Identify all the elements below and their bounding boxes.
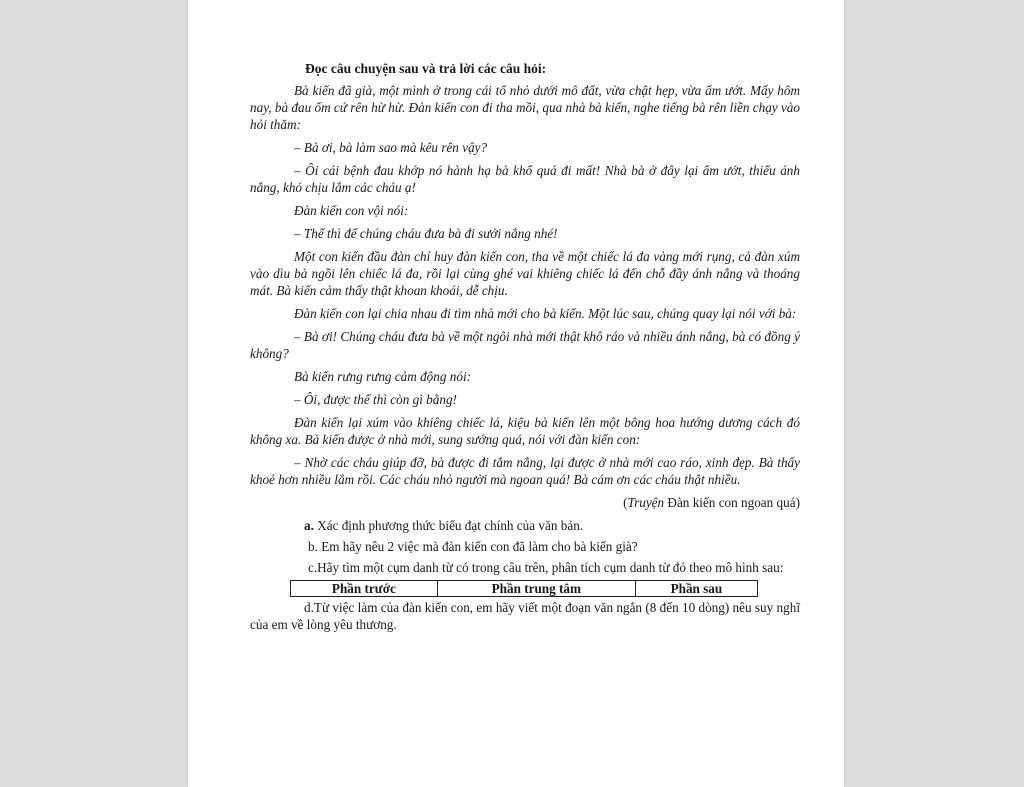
source-italic: Truyện [627,495,665,510]
document-heading: Đọc câu chuyện sau và trả lời các câu hỏi: [305,61,547,76]
question-a [250,517,800,534]
question-a-text: Xác định phương thức biểu đạt chính của văn bản. [313,518,584,533]
story-paragraph: Một con kiến đầu đàn chỉ huy đàn kiến con, tha về một chiếc lá đa vàng mới rụng, cả đàn xúm vào dìu bà ngồi lên chiếc lá đa, rồi lại cùng ghé vai khiêng chiếc lá đến chỗ đầy ánh nắng và thoáng mát. Bà kiến cảm thấy thật khoan khoái, dễ chịu. [250,249,800,298]
question-b: b. Em hãy nêu 2 việc mà đàn kiến con đã làm cho bà kiến già? [308,539,638,554]
table-header-truoc: Phần trước [291,581,438,597]
story-source: (Truyện Đàn kiến con ngoan quá) [623,495,800,510]
story-dialogue: – Bà ơi! Chúng cháu đưa bà về một ngôi nhà mới thật khô ráo và nhiều ánh nắng, bà có đồng ý không? [250,329,800,361]
question-d: d.Từ việc làm của đàn kiến con, em hãy viết một đoạn văn ngắn (8 đến 10 dòng) nêu suy nghĩ của em về lòng yêu thương. [250,600,800,632]
document-content [250,60,800,637]
question-a-label: a. [304,518,314,533]
story-dialogue: – Ôi, được thế thì còn gì bằng! [294,392,457,407]
question-c: c.Hãy tìm một cụm danh từ có trong câu trên, phân tích cụm danh từ đó theo mô hình sau: [308,560,784,575]
table-header-sau: Phần sau [635,581,757,597]
story-paragraph: Bà kiến rưng rưng cảm động nói: [294,369,472,384]
document-page [188,0,844,787]
table-header-trung-tam: Phần trung tâm [437,581,635,597]
story-paragraph: Đàn kiến lại xúm vào khiêng chiếc lá, kiệu bà kiến lên một bông hoa hướng dương cách đó không xa. Bà kiến được ở nhà mới, sung sướng quá, nói với đàn kiến con: [250,415,800,447]
story-dialogue: – Ôi cái bệnh đau khớp nó hành hạ bà khổ quá đi mất! Nhà bà ở đây lại ẩm ướt, thiếu ánh nắng, khó chịu lắm các cháu ạ! [250,163,800,195]
story-dialogue: – Bà ơi, bà làm sao mà kêu rên vậy? [294,140,488,155]
story-dialogue: – Thế thì để chúng cháu đưa bà đi sưởi nắng nhé! [294,226,558,241]
noun-phrase-model-table [290,580,758,597]
source-title: Đàn kiến con ngoan quá) [664,495,800,510]
story-dialogue: – Nhờ các cháu giúp đỡ, bà được đi tắm nắng, lại được ở nhà mới cao ráo, xinh đẹp. Bà thấy khoẻ hơn nhiều lắm rồi. Các cháu nhỏ người mà ngoan quá! Bà cám ơn các cháu thật nhiều. [250,455,800,487]
story-paragraph: Đàn kiến con vội nói: [294,203,409,218]
story-paragraph: Bà kiến đã già, một mình ở trong cái tổ nhỏ dưới mô đất, vừa chật hẹp, vừa ẩm ướt. Mấy hôm nay, bà đau ốm cứ rên hừ hừ. Đàn kiến con đi tha mồi, qua nhà bà kiến, nghe tiếng bà rên liền chạy vào hỏi thăm: [250,83,800,132]
story-paragraph: Đàn kiến con lại chia nhau đi tìm nhà mới cho bà kiến. Một lúc sau, chúng quay lại nói với bà: [294,306,797,321]
